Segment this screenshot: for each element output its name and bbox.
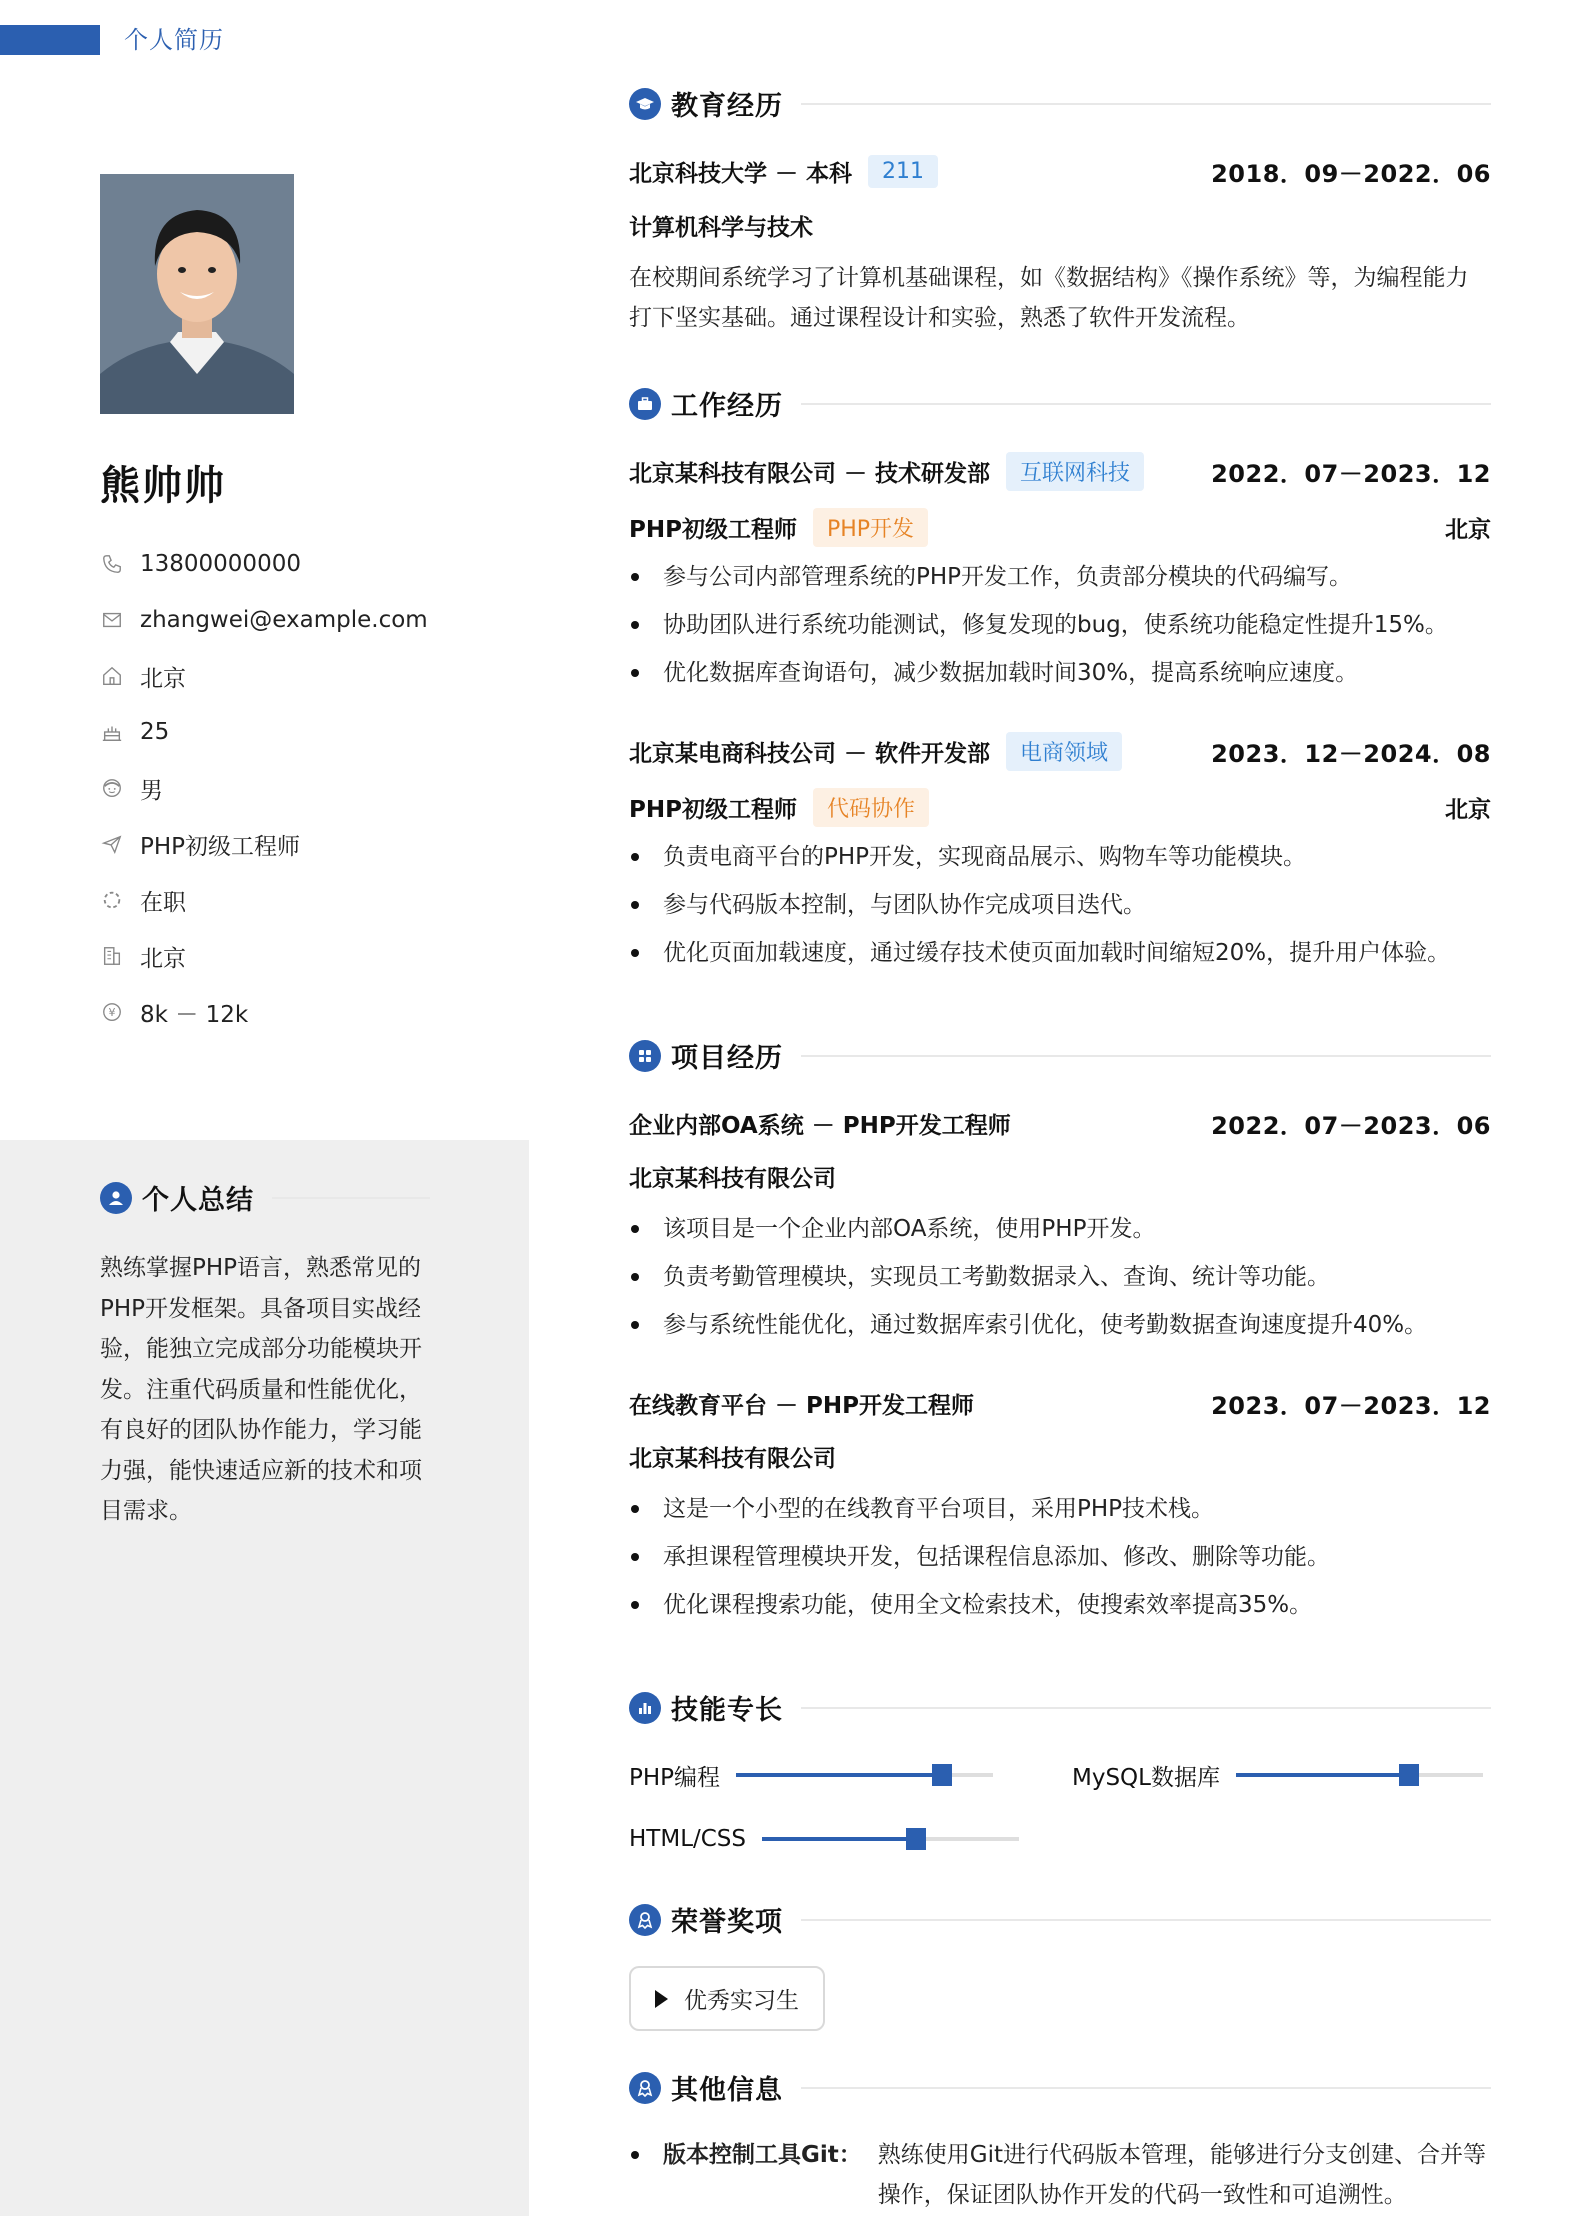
city-text: 北京 — [140, 945, 186, 972]
work-role: PHP初级工程师 — [629, 796, 797, 823]
project-bullets — [629, 1205, 1491, 1349]
school-name: 北京科技大学 － 本科 — [629, 160, 853, 187]
project-company: 北京某科技有限公司 — [629, 1446, 836, 1472]
projects-divider — [801, 1055, 1491, 1057]
awards-list — [629, 1966, 1491, 2031]
award-icon — [629, 2072, 661, 2104]
education-description: 在校期间系统学习了计算机基础课程，如《数据结构》《操作系统》等，为编程能力打下坚实基础。通过课程设计和实验，熟悉了软件开发流程。 — [629, 265, 1469, 331]
other-item-text: 熟练使用Git进行代码版本管理，能够进行分支创建、合并等操作，保证团队协作开发的代码一致性和可追溯性。 — [877, 2142, 1486, 2208]
projects-heading — [629, 1036, 1491, 1075]
briefcase-icon — [629, 388, 661, 420]
list-item: 协助团队进行系统功能测试，修复发现的bug，使系统功能稳定性提升15%。 — [629, 601, 1491, 649]
school-tag: 211 — [868, 155, 938, 188]
list-item: 参与系统性能优化，通过数据库索引优化，使考勤数据查询速度提升40%。 — [629, 1301, 1491, 1349]
work-company: 北京某科技有限公司 － 技术研发部 — [629, 460, 991, 487]
awards-heading-block — [629, 1900, 1491, 1939]
skills-heading-block — [629, 1688, 1491, 1727]
awards-divider — [801, 1919, 1491, 1921]
list-item: 优化课程搜索功能，使用全文检索技术，使搜索效率提高35%。 — [629, 1581, 1491, 1629]
header-accent-bar — [0, 25, 100, 55]
work-role: PHP初级工程师 — [629, 516, 797, 543]
skill-item — [1072, 1743, 1483, 1807]
skills-heading — [629, 1688, 1491, 1727]
phone-text: 13800000000 — [140, 551, 301, 577]
skill-bar-knob — [906, 1828, 926, 1850]
education-entry — [629, 153, 1491, 338]
skill-bar — [736, 1773, 993, 1777]
work-industry-tag: 电商领域 — [1006, 732, 1122, 771]
list-item: 参与公司内部管理系统的PHP开发工作，负责部分模块的代码编写。 — [629, 553, 1491, 601]
user-icon — [100, 1182, 132, 1214]
position-text: PHP初级工程师 — [140, 833, 301, 860]
education-divider — [801, 103, 1491, 105]
email-text: zhangwei@example.com — [140, 607, 428, 633]
info-home — [100, 648, 500, 704]
skills-divider — [801, 1707, 1491, 1709]
award-item — [629, 1966, 825, 2031]
major-name: 计算机科学与技术 — [629, 215, 813, 241]
project-date: 2022．07－2023．06 — [1211, 1111, 1491, 1140]
list-item: 优化页面加载速度，通过缓存技术使页面加载时间缩短20%，提升用户体验。 — [629, 929, 1491, 977]
info-city — [100, 928, 500, 984]
other-list — [629, 2135, 1491, 2215]
candidate-name: 熊帅帅 — [100, 463, 226, 509]
work-date: 2022．07－2023．12 — [1211, 459, 1491, 488]
work-heading — [629, 384, 1491, 423]
summary-title: 个人总结 — [142, 1185, 254, 1216]
work-role-tag: 代码协作 — [813, 788, 929, 827]
education-title: 教育经历 — [671, 91, 783, 122]
education-date: 2018．09－2022．06 — [1211, 159, 1491, 188]
work-industry-tag: 互联网科技 — [1006, 452, 1144, 491]
skill-bar-fill — [1236, 1773, 1409, 1777]
projects-title: 项目经历 — [671, 1043, 783, 1074]
profile-photo — [100, 174, 294, 414]
education-heading — [629, 84, 1491, 123]
list-item: 这是一个小型的在线教育平台项目，采用PHP技术栈。 — [629, 1485, 1491, 1533]
portrait-image — [100, 174, 294, 414]
work-city: 北京 — [1445, 516, 1491, 543]
skill-item — [629, 1807, 1491, 1871]
skill-bar-fill — [762, 1837, 916, 1841]
grid-icon — [629, 1040, 661, 1072]
skill-bar-fill — [736, 1773, 942, 1777]
phone-icon — [100, 552, 124, 576]
bar-chart-icon — [629, 1692, 661, 1724]
project-name: 在线教育平台 － PHP开发工程师 — [629, 1392, 974, 1419]
skill-bar-knob — [932, 1764, 952, 1786]
info-age — [100, 704, 500, 760]
salary-text: 8k － 12k — [140, 1001, 249, 1028]
status-text: 在职 — [140, 889, 186, 916]
building-icon — [100, 944, 124, 968]
project-company: 北京某科技有限公司 — [629, 1166, 836, 1192]
project-name: 企业内部OA系统 － PHP开发工程师 — [629, 1112, 1011, 1139]
skill-bar — [1236, 1773, 1483, 1777]
resume-title: 个人简历 — [124, 26, 224, 54]
summary-text: 熟练掌握PHP语言，熟悉常见的PHP开发框架。具备项目实战经验，能独立完成部分功能模块开发。注重代码质量和性能优化，有良好的团队协作能力，学习能力强，能快速适应新的技术和项目需求。 — [100, 1255, 422, 1524]
yuan-icon — [100, 1000, 124, 1024]
education-heading-block — [629, 84, 1491, 123]
project-date: 2023．07－2023．12 — [1211, 1391, 1491, 1420]
other-item-label: 版本控制工具Git： — [663, 2142, 862, 2168]
home-icon — [100, 664, 124, 688]
info-gender — [100, 760, 500, 816]
list-item: 参与代码版本控制，与团队协作完成项目迭代。 — [629, 881, 1491, 929]
face-icon — [100, 776, 124, 800]
summary-divider — [272, 1197, 430, 1199]
work-heading-block — [629, 384, 1491, 423]
other-divider — [801, 2087, 1491, 2089]
info-salary — [100, 984, 500, 1040]
work-divider — [801, 403, 1491, 405]
work-entry-1 — [629, 453, 1491, 697]
skill-name: HTML/CSS — [629, 1826, 747, 1852]
list-item: 该项目是一个企业内部OA系统，使用PHP开发。 — [629, 1205, 1491, 1253]
status-icon — [100, 888, 124, 912]
award-icon — [629, 1904, 661, 1936]
project-bullets — [629, 1485, 1491, 1629]
awards-heading — [629, 1900, 1491, 1939]
project-entry-2 — [629, 1385, 1491, 1629]
skill-bar-knob — [1399, 1764, 1419, 1786]
gender-text: 男 — [140, 777, 163, 804]
summary-heading — [100, 1178, 430, 1217]
play-triangle-icon — [655, 1990, 668, 2008]
skill-item — [629, 1743, 1072, 1807]
contact-info-list — [100, 536, 500, 1040]
info-phone — [100, 536, 500, 592]
info-email — [100, 592, 500, 648]
work-date: 2023．12－2024．08 — [1211, 739, 1491, 768]
info-position — [100, 816, 500, 872]
list-item — [629, 2135, 1491, 2215]
send-icon — [100, 832, 124, 856]
awards-title: 荣誉奖项 — [671, 1907, 783, 1938]
graduation-cap-icon — [629, 88, 661, 120]
other-heading — [629, 2068, 1491, 2107]
skills-list — [629, 1743, 1491, 1871]
skill-name: PHP编程 — [629, 1764, 721, 1791]
skill-bar — [762, 1837, 1019, 1841]
age-text: 25 — [140, 719, 170, 745]
home-text: 北京 — [140, 665, 186, 692]
work-entry-2 — [629, 733, 1491, 977]
project-entry-1 — [629, 1105, 1491, 1349]
award-name: 优秀实习生 — [684, 1988, 799, 2014]
work-role-tag: PHP开发 — [813, 508, 928, 547]
skills-title: 技能专长 — [671, 1695, 783, 1726]
list-item: 优化数据库查询语句，减少数据加载时间30%，提高系统响应速度。 — [629, 649, 1491, 697]
work-city: 北京 — [1445, 796, 1491, 823]
other-title: 其他信息 — [671, 2075, 783, 2106]
info-status — [100, 872, 500, 928]
work-bullets — [629, 833, 1491, 977]
work-company: 北京某电商科技公司 － 软件开发部 — [629, 740, 991, 767]
projects-heading-block — [629, 1036, 1491, 1075]
list-item: 负责考勤管理模块，实现员工考勤数据录入、查询、统计等功能。 — [629, 1253, 1491, 1301]
svg-text:¥: ¥ — [108, 1006, 116, 1020]
list-item: 负责电商平台的PHP开发，实现商品展示、购物车等功能模块。 — [629, 833, 1491, 881]
work-bullets — [629, 553, 1491, 697]
skill-name: MySQL数据库 — [1072, 1764, 1220, 1791]
mail-icon — [100, 608, 124, 632]
list-item: 承担课程管理模块开发，包括课程信息添加、修改、删除等功能。 — [629, 1533, 1491, 1581]
other-heading-block — [629, 2068, 1491, 2107]
cake-icon — [100, 720, 124, 744]
work-title: 工作经历 — [671, 391, 783, 422]
